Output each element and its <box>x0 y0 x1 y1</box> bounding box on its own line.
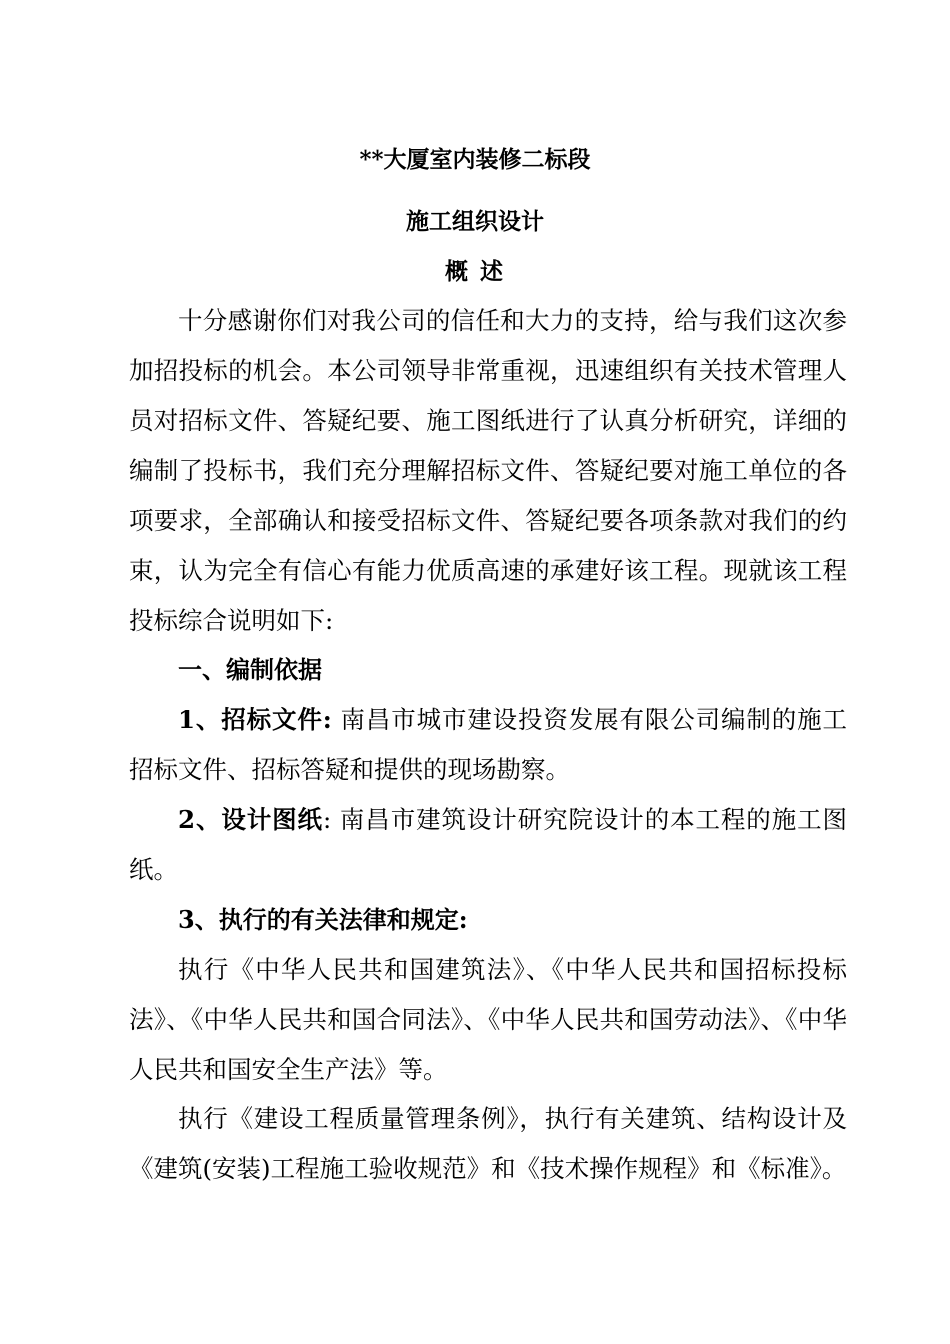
intro-block <box>129 296 847 646</box>
item3-block <box>129 895 847 945</box>
item2-lead: 2、设计图纸 <box>178 805 323 834</box>
item2-paragraph <box>129 795 847 895</box>
section-title-overview: 概 述 <box>444 258 505 285</box>
item2-text: : 南昌市建筑设计研究院设计的本工程的施工图纸。 <box>129 805 847 884</box>
section1-heading: 一、编制依据 <box>178 655 322 684</box>
laws-paragraph: 执行《中华人民共和国建筑法》、《中华人民共和国招标投标法》、《中华人民共和国合同法》、《中华人民共和国劳动法》、《中华人民共和国安全生产法》等。 <box>129 955 847 1084</box>
item1-block <box>129 695 847 795</box>
item3-heading: 3、执行的有关法律和规定: <box>178 905 468 934</box>
item1-text: 南昌市城市建设投资发展有限公司编制的施工招标文件、招标答疑和提供的现场勘察。 <box>129 705 847 784</box>
laws-block <box>129 945 847 1095</box>
section1-block <box>129 645 847 695</box>
intro-paragraph: 十分感谢你们对我公司的信任和大力的支持，给与我们这次参加招投标的机会。本公司领导非常重视，迅速组织有关技术管理人员对招标文件、答疑纪要、施工图纸进行了认真分析研究，详细的编制了投标书，我们充分理解招标文件、答疑纪要对施工单位的各项要求，全部确认和接受招标文件、答疑纪要各项条款对我们的约束，认为完全有信心有能力优质高速的承建好该工程。现就该工程投标综合说明如下: <box>129 306 847 635</box>
regulations-block <box>129 1094 847 1194</box>
item1-paragraph <box>129 695 847 795</box>
regulations-paragraph: 执行《建设工程质量管理条例》，执行有关建筑、结构设计及《建筑(安装)工程施工验收规范》和《技术操作规程》和《标准》。 <box>129 1104 847 1183</box>
document-subtitle: 施工组织设计 <box>406 208 544 235</box>
document-title: **大厦室内装修二标段 <box>359 146 591 173</box>
item1-lead: 1、招标文件: <box>178 705 332 734</box>
item2-block <box>129 795 847 895</box>
